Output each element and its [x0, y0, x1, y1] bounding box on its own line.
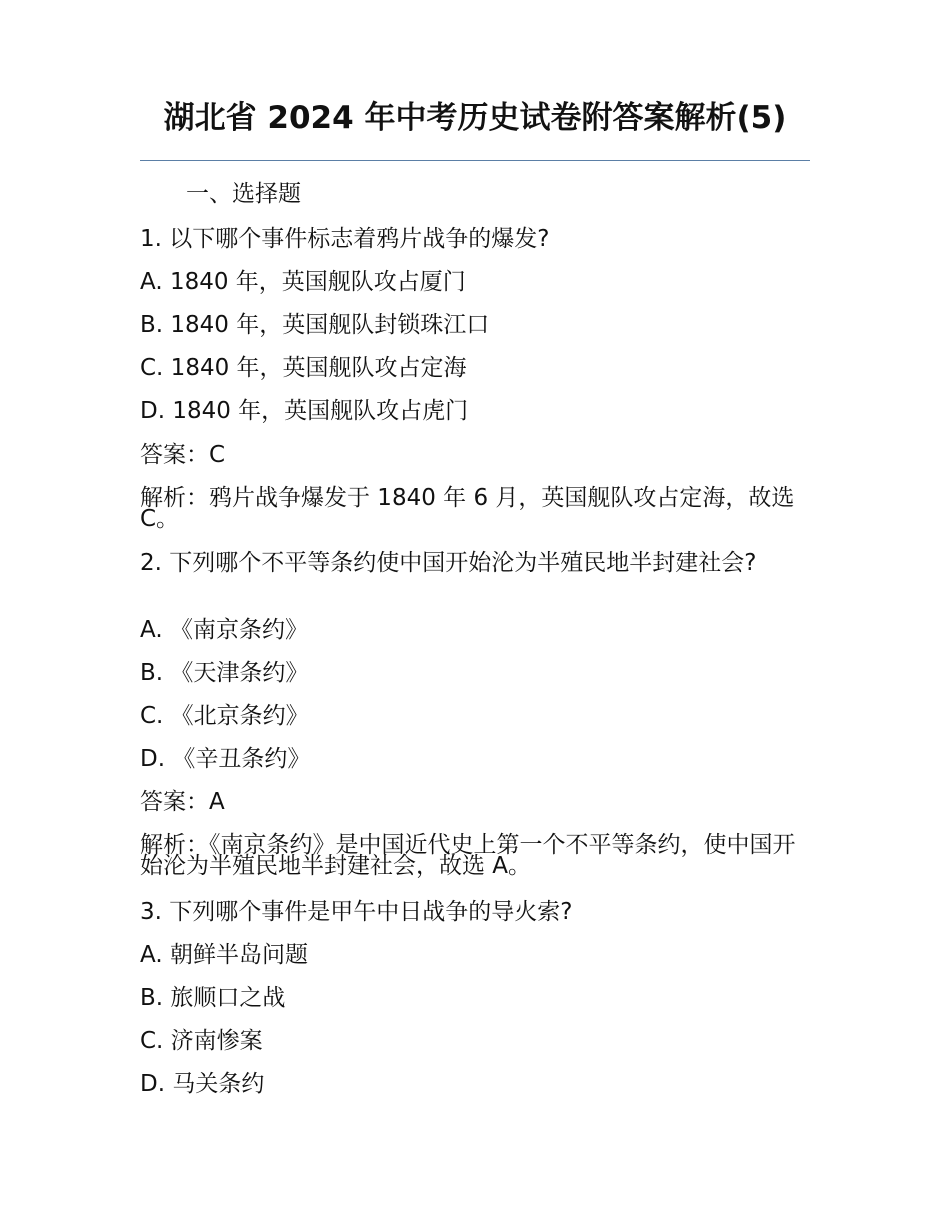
question-2-option-b: B. 《天津条约》	[140, 660, 309, 686]
question-1-analysis: 解析：鸦片战争爆发于 1840 年 6 月，英国舰队攻占定海，故选 C。	[140, 485, 795, 532]
question-2-answer: 答案：A	[140, 789, 225, 815]
question-1-option-a: A. 1840 年，英国舰队攻占厦门	[140, 269, 466, 295]
document-title: 湖北省 2024 年中考历史试卷附答案解析(5)	[163, 100, 787, 136]
question-2-analysis: 解析：《南京条约》是中国近代史上第一个不平等条约，使中国开始沦为半殖民地半封建社会，故选 A。	[140, 832, 796, 879]
title-divider	[140, 160, 810, 161]
question-2-stem: 2. 下列哪个不平等条约使中国开始沦为半殖民地半封建社会?	[140, 550, 757, 576]
question-2-option-a: A. 《南京条约》	[140, 617, 308, 643]
question-2-option-c: C. 《北京条约》	[140, 703, 309, 729]
question-3-option-d: D. 马关条约	[140, 1071, 265, 1097]
question-1-option-d: D. 1840 年，英国舰队攻占虎门	[140, 398, 469, 424]
question-1-option-c: C. 1840 年，英国舰队攻占定海	[140, 355, 467, 381]
question-3-option-c: C. 济南惨案	[140, 1028, 263, 1054]
question-3-option-b: B. 旅顺口之战	[140, 985, 286, 1011]
question-2-option-d: D. 《辛丑条约》	[140, 746, 311, 772]
question-1-answer: 答案：C	[140, 442, 226, 468]
question-3-stem: 3. 下列哪个事件是甲午中日战争的导火索?	[140, 899, 573, 925]
question-1-option-b: B. 1840 年，英国舰队封锁珠江口	[140, 312, 490, 338]
section-heading: 一、选择题	[186, 181, 301, 207]
question-3-option-a: A. 朝鲜半岛问题	[140, 942, 308, 968]
question-1-stem: 1. 以下哪个事件标志着鸦片战争的爆发?	[140, 226, 550, 252]
